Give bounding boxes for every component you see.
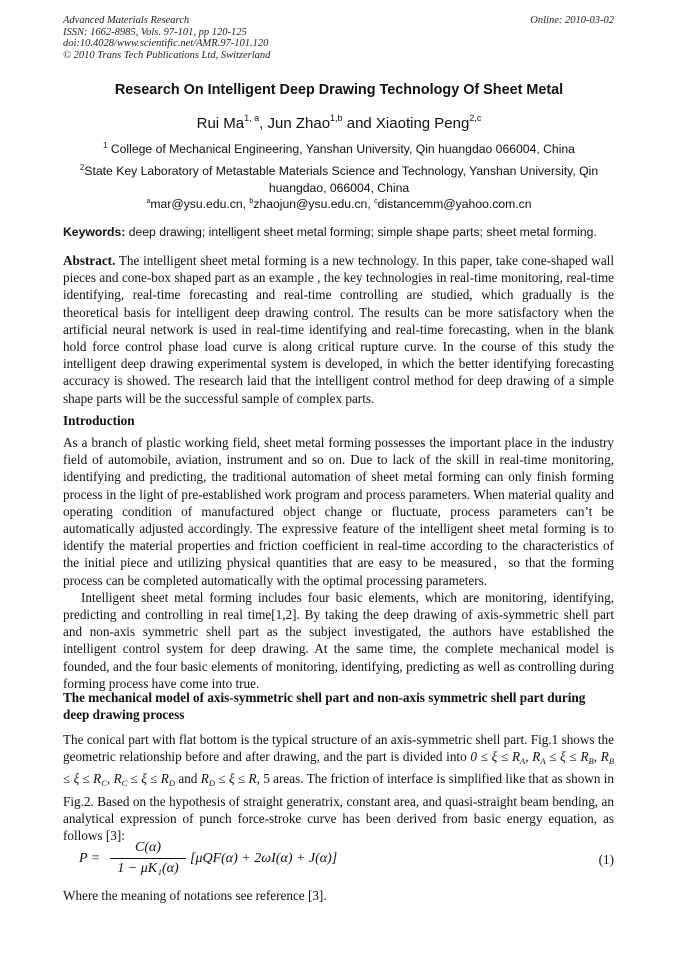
introduction-heading: Introduction [63,413,135,428]
aff-text: College of Mechanical Engineering, Yanshan University, Qin huangdao 066004, China [107,142,575,156]
affiliation-1 [60,138,618,158]
author-sup: 1, a [244,113,260,123]
text-run: , [106,771,114,787]
math-sub: A [540,756,546,767]
text-run: , 5 areas. The friction of interface is simplified like that as shown in Fig.2. Based on the hypothesis of straight generatrix, constant area, and quasi-straight beam bending, an analytical expression of punch force-stroke curve has been derived from basic energy equation, as follows [3]: [63,771,615,844]
author-name: and Xiaoting Peng [342,115,470,132]
journal-header [63,15,270,61]
author-sup: 2,c [469,113,482,123]
abstract-text: The intelligent sheet metal forming is a new technology. In this paper, take cone-shaped wall pieces and cone-box shaped part as an example , the key technologies in real-time monitoring, real-time identifying, real-time forecasting and real-time controlling are studied, which gradually is the theoretical basis for intelligent deep drawing control. The results can be more satisfactory when the artificial neural network is used in real-time identifying and real-time forecasting, when in the blank hold force control phase load curve is along critical rupture curve. In the course of this study the intelligent deep drawing experimental system is developed, in which the better identifying forecasting accuracy is showed. The research laid that the intelligent control method for deep drawing of a simple shape parts will be the successful sample of complex parts. [63,253,614,406]
text-run: , [593,749,601,765]
math-sub: B [608,756,615,767]
introduction-body [63,434,614,692]
math: ≤ ξ ≤ R [545,749,589,765]
aff-text: State Key Laboratory of Metastable Materials Science and Technology, Yanshan University, Qin huangdao, 066004, China [84,164,599,195]
equation-lhs: P = [79,851,101,866]
keywords-text: deep drawing; intelligent sheet metal forming; simple shape parts; sheet metal forming. [125,225,597,239]
online-date: Online: 2010-03-02 [530,15,614,26]
email[interactable]: mar@ysu.edu.cn, [150,197,250,211]
keywords [63,225,619,239]
region-5 [200,771,257,789]
email[interactable]: zhaojun@ysu.edu.cn, [253,197,375,211]
fraction-bar [110,858,186,859]
email-sup: b [249,198,254,205]
paper-title: Research On Intelligent Deep Drawing Technology Of Sheet Metal [114,82,564,98]
email[interactable]: distancemm@yahoo.com.cn [377,197,532,211]
mechanical-heading: The mechanical model of axis-symmetric shell part and non-axis symmetric shell part during deep drawing process [63,690,586,723]
equation-numerator: C(α) [134,840,161,855]
keywords-label: Keywords: [63,225,126,239]
math: R [600,749,609,765]
region-4 [113,771,176,789]
affiliation-2 [60,160,618,196]
author-name: , Jun Zhao [259,115,331,132]
author-sup: 1,b [330,113,343,123]
equation-fraction [110,839,186,878]
math: R [532,749,541,765]
equation-denominator: 1 − μK₁(α) [117,861,179,876]
math: R [113,771,122,787]
math: ≤ ξ ≤ R [214,771,257,787]
equation-number: (1) [598,852,614,867]
math-sub: A [520,756,526,767]
equation-rhs: [μQF(α) + 2ωI(α) + J(α)] [190,851,338,866]
mechanical-body [63,731,614,844]
doi-line[interactable]: doi:10.4028/www.scientific.net/AMR.97-101.120 [63,38,269,49]
issn-line: ISSN: 1662-8985, Vols. 97-101, pp 120-125 [63,26,247,38]
aff-sup: 1 [103,141,108,150]
text-run: , [525,749,533,765]
journal-name: Advanced Materials Research [63,15,190,26]
author-name: Rui Ma [196,115,245,132]
email-sup: a [146,198,151,205]
region-2 [532,749,594,767]
abstract [63,252,614,407]
math: ≤ ξ ≤ R [63,771,102,787]
email-sup: c [374,198,378,205]
math-sub: D [208,778,215,789]
where-text: Where the meaning of notations see reference [3]. [63,888,327,903]
math: 0 ≤ ξ ≤ R [470,749,521,765]
math-sub: C [101,778,107,789]
text-run: and [175,771,201,787]
equation-1 [63,839,614,881]
text-run: The conical part with flat bottom is the typical structure of an axis-symmetric shell part. Fig.1 shows the geometric relationship before and after drawing, and the part is divided into [63,732,614,765]
author-line [0,113,678,132]
copyright-line: © 2010 Trans Tech Publications Ltd, Switzerland [63,49,271,61]
paragraph [63,731,614,844]
paragraph: Intelligent sheet metal forming includes four basic elements, which are monitoring, identifying, predicting and controlling in real time[1,2]. By taking the deep drawing of axis-symmetric shell part and non-axis symmetric shell part as the subject investigated, the authors have established the intelligent control system for deep drawing. At the same time, the complete mechanical model is founded, and the four basic elements of monitoring, identifying, predicting as well as controlling during forming process have come into true. [63,589,614,691]
math: ≤ ξ ≤ R [127,771,169,787]
abstract-label: Abstract. [63,253,116,268]
math-sub: D [168,778,176,789]
region-1 [470,749,526,767]
math-sub: B [588,756,594,767]
paragraph: As a branch of plastic working field, sheet metal forming possesses the important place in the industry field of automobile, aviation, instrument and so on. Due to lack of the skill in real-time monitoring, identifying and predicting, the traditional automation of sheet metal forming can only finish forming process in the light of pre-established work program and process parameters. When material quality and operating condition of manufactured object change or fluctuate, process parameters can’t be automatically adjusted accordingly. The expressive feature of the intelligent sheet metal forming is to identify the material properties and friction coefficient in real-time according to the characteristics of the initial piece and utilizing physical quantities that are easy to be measured，so that the forming process can be completed automatically with the optimal processing parameters. [63,435,614,588]
math: R [200,771,209,787]
email-line [0,197,678,211]
aff-sup: 2 [79,163,85,172]
math-sub: C [121,778,128,789]
